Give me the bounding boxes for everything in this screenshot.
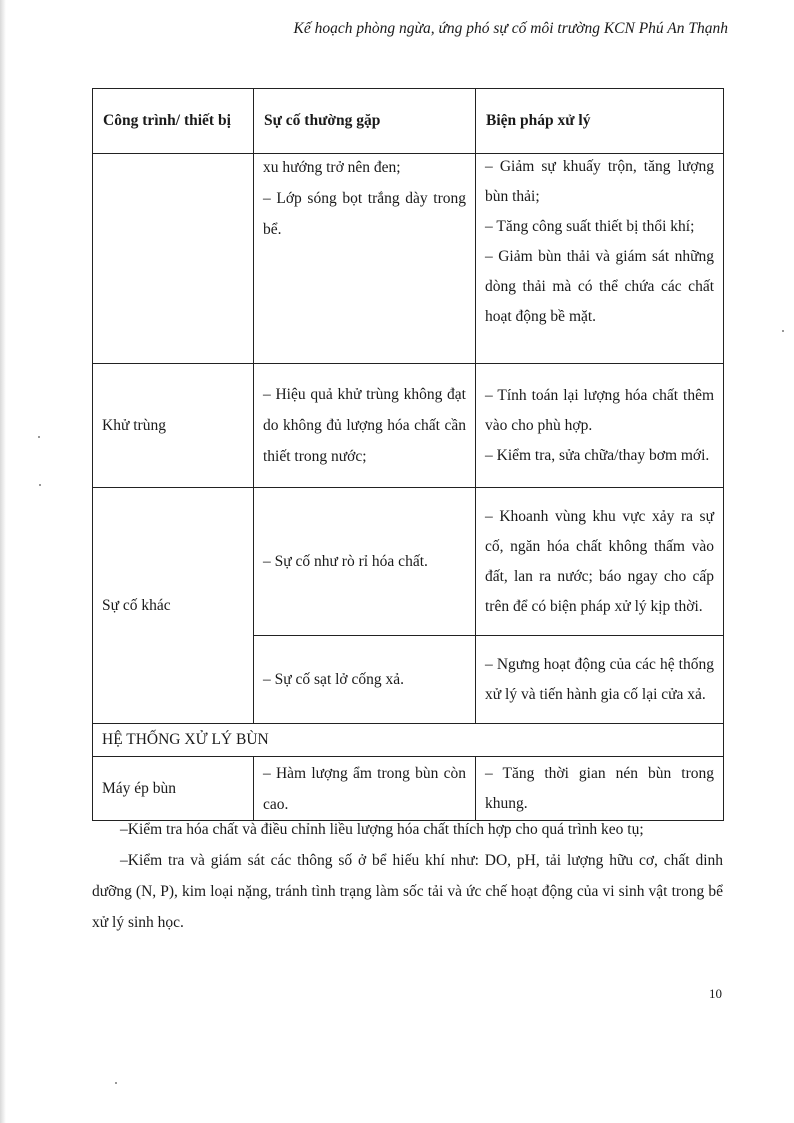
- table-cell-action: [476, 364, 724, 488]
- cell-text: xu hướng trở nên đen; – Lớp sóng bọt trắng dày trong bể.: [263, 159, 466, 238]
- cell-text: – Tính toán lại lượng hóa chất thêm vào cho phù hợp. – Kiểm tra, sửa chữa/thay bơm mới.: [485, 386, 714, 464]
- page-number: 10: [709, 986, 722, 1001]
- table-row: [93, 757, 724, 821]
- table-cell-device: Sự cố khác: [93, 488, 254, 724]
- table-cell-issue: [254, 154, 476, 364]
- cell-text: – Hiệu quả khử trùng không đạt do không đủ lượng hóa chất cần thiết trong nước;: [263, 386, 466, 465]
- cell-text: – Giảm sự khuấy trộn, tăng lượng bùn thải; – Tăng công suất thiết bị thổi khí; – Giảm bùn thải và giám sát những dòng thải mà có thể chứa các chất hoạt động bề mặt.: [485, 158, 714, 325]
- cell-text: – Hàm lượng ẩm trong bùn còn cao.: [263, 764, 466, 813]
- table-cell-device: Máy ép bùn: [93, 757, 254, 821]
- table-cell-issue: [254, 636, 476, 724]
- table-cell-issue: [254, 364, 476, 488]
- paragraph: –Kiểm tra hóa chất và điều chỉnh liều lượng hóa chất thích hợp cho quá trình keo tụ;: [120, 821, 644, 838]
- column-header-issue: Sự cố thường gặp: [254, 89, 476, 154]
- page-header: Kế hoạch phòng ngừa, ứng phó sự cố môi trường KCN Phú An Thạnh: [293, 20, 728, 37]
- column-header-device: Công trình/ thiết bị: [93, 89, 254, 154]
- cell-text: – Khoanh vùng khu vực xảy ra sự cố, ngăn hóa chất không thấm vào đất, lan ra nước; báo ngay cho cấp trên để có biện pháp xử lý kịp thời.: [485, 507, 714, 615]
- scan-speck: [38, 436, 40, 438]
- table-header-row: [93, 89, 724, 154]
- scan-speck: [115, 1082, 117, 1084]
- paragraph: –Kiểm tra và giám sát các thông số ở bể hiếu khí như: DO, pH, tải lượng hữu cơ, chất dinh dưỡng (N, P), kim loại nặng, tránh tình trạng làm sốc tải và ức chế hoạt động của vi sinh vật trong bể xử lý sinh học.: [92, 852, 723, 931]
- scan-edge: [0, 0, 6, 1123]
- table-cell-issue: [254, 488, 476, 636]
- table-row: [93, 154, 724, 364]
- table-row: [93, 488, 724, 636]
- cell-text: – Tăng thời gian nén bùn trong khung.: [485, 764, 714, 812]
- cell-text: – Sự cố như rò rỉ hóa chất.: [263, 553, 428, 570]
- cell-text: – Sự cố sạt lở cống xả.: [263, 671, 405, 688]
- table-cell-action: [476, 154, 724, 364]
- table-row: [93, 364, 724, 488]
- scan-speck: [39, 484, 41, 486]
- body-text: [92, 814, 723, 938]
- table-cell-action: [476, 757, 724, 821]
- scan-speck: [782, 330, 784, 332]
- incident-table: [92, 88, 724, 821]
- table-cell-device: [93, 154, 254, 364]
- table-cell-action: [476, 488, 724, 636]
- table-cell-action: [476, 636, 724, 724]
- table-cell-issue: [254, 757, 476, 821]
- table-cell-device: Khử trùng: [93, 364, 254, 488]
- section-title: HỆ THỐNG XỬ LÝ BÙN: [93, 724, 724, 757]
- column-header-action: Biện pháp xử lý: [476, 89, 724, 154]
- table-section-row: [93, 724, 724, 757]
- cell-text: – Ngưng hoạt động của các hệ thống xử lý và tiến hành gia cố lại cửa xả.: [485, 655, 714, 703]
